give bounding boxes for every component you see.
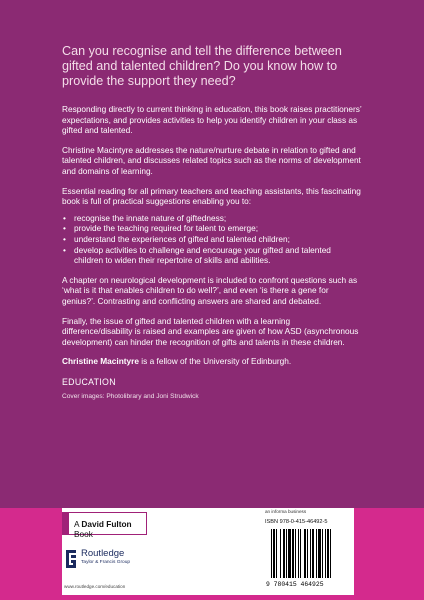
publisher-panel [62, 508, 354, 595]
publisher-url: www.routledge.com/education [64, 584, 126, 589]
paragraph: Essential reading for all primary teachers and teaching assistants, this fascinating book is full of practical suggestions enabling you to: [62, 185, 361, 207]
paragraph: Christine Macintyre addresses the nature/nurture debate in relation to gifted and talented children, and discusses related topics such as the norms of development and domains of learning. [62, 144, 361, 176]
paragraph: A chapter on neurological development is included to confront questions such as ‘what is it that enables children to do well?’, and even ‘is there a gene for genius?’. Contrasting and conflicting answers are shared and debated. [62, 274, 358, 306]
barcode-icon [265, 528, 351, 588]
bullet-item: • develop activities to challenge and encourage your gifted and talented children to widen their repertoire of skills and abilities. [62, 245, 362, 266]
author-affiliation: is a fellow of the University of Edinburgh. [139, 356, 292, 367]
imprint-prefix: A [74, 519, 82, 529]
bullet-list [62, 213, 362, 266]
imprint-name: David Fulton [81, 519, 132, 529]
paragraph: Responding directly to current thinking in education, this book raises practitioners’ expectations, and provides activities to help you identify children in your class as gifted and talented. [62, 104, 362, 136]
publisher-name: Routledge [81, 548, 125, 559]
footer-band [0, 508, 424, 600]
cover-credits: Cover images: Photolibrary and Joni Strudwick [62, 392, 199, 400]
bullet-item: • provide the teaching required for talent to emerge; [62, 223, 362, 234]
headline: Can you recognise and tell the difference between gifted and talented children? Do you know how to provide the support they need? [62, 44, 342, 88]
bullet-item: • recognise the innate nature of giftedness; [62, 213, 362, 224]
inform-label: an informa business [265, 509, 307, 514]
routledge-logo-icon [64, 548, 78, 570]
imprint-badge [62, 512, 147, 539]
author-name: Christine Macintyre [62, 356, 139, 367]
barcode-digits: 9 780415 464925 [266, 581, 324, 588]
bullet-item: • understand the experiences of gifted and talented children; [62, 234, 362, 245]
blurb [62, 44, 362, 401]
author-note [62, 356, 362, 367]
publisher-group: Taylor & Francis Group [81, 560, 131, 565]
category-label: EDUCATION [62, 376, 116, 387]
imprint-suffix: Book [74, 529, 93, 539]
isbn-text: ISBN 978-0-415-46492-5 [265, 519, 328, 525]
paragraph: Finally, the issue of gifted and talented children with a learning difference/disability is raised and examples are given of how ASD (asynchronous development) can hinder the recognition of gifts and talents in these children. [62, 315, 359, 347]
